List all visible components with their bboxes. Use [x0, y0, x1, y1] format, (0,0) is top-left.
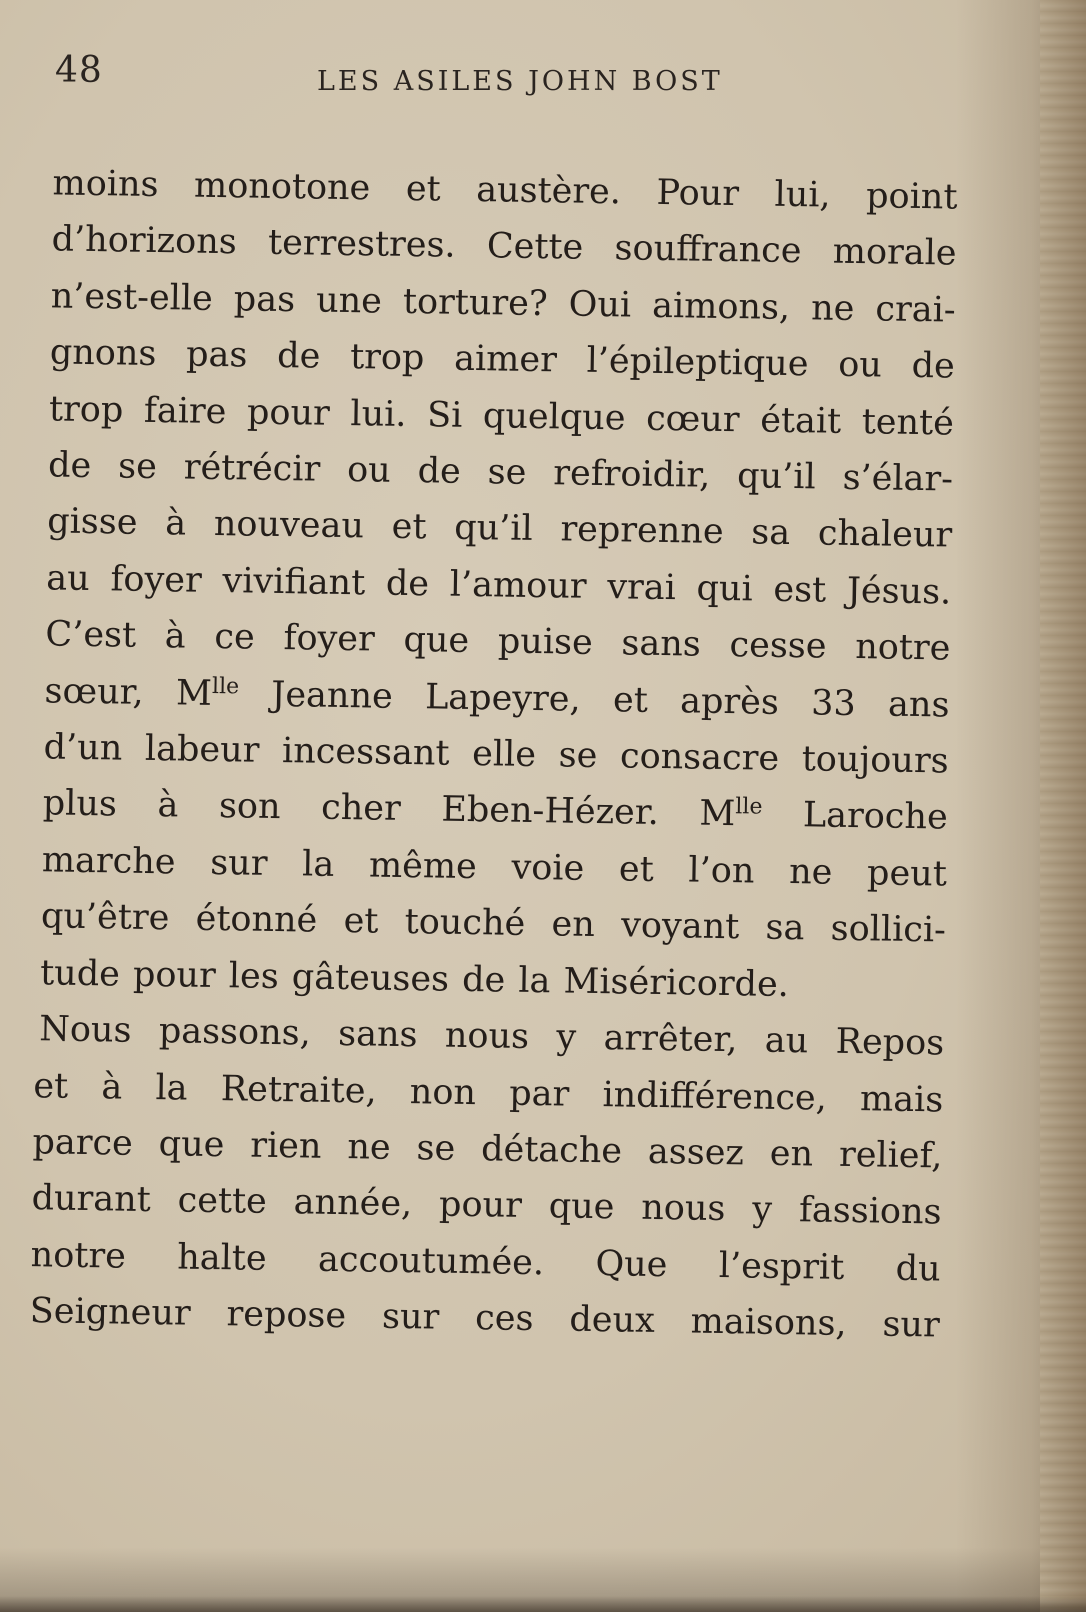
text-fragment: sœur, M — [44, 670, 213, 714]
text-line: d’horizons terrestres. Cette souffrance morale — [51, 219, 957, 275]
superscript: lle — [211, 673, 240, 700]
text-line: C’est à ce foyer que puise sans cesse notre — [45, 614, 951, 669]
page-number: 48 — [55, 50, 103, 91]
text-fragment: Laroche — [762, 795, 949, 838]
text-line: n’est-elle pas une torture? Oui aimons, ne crai- — [50, 276, 956, 331]
text-fragment: plus à son cher Eben-Hézer. M — [42, 783, 736, 835]
text-line: d’un labeur incessant elle se consacre toujours — [43, 727, 949, 782]
text-line: Nous passons, sans nous y arrêter, au Repos — [38, 1009, 945, 1064]
text-line: gnons pas de trop aimer l’épileptique ou de — [49, 332, 956, 387]
paragraph-1 — [21, 155, 958, 621]
text-line: notre halte accoutumée. Que l’esprit du — [30, 1234, 941, 1290]
text-line: qu’être étonné et touché en voyant sa sollici- — [40, 896, 947, 951]
superscript: lle — [735, 794, 763, 821]
text-line: gisse à nouveau et qu’il reprenne sa chaleur — [46, 501, 953, 556]
text-line: au foyer vivifiant de l’amour vrai qui est Jésus. — [46, 558, 952, 613]
page-edge — [1040, 0, 1086, 1612]
text-line: parce que rien ne se détache assez en relief, — [32, 1122, 943, 1177]
text-line: et à la Retraite, non par indifférence, mais — [33, 1065, 944, 1120]
text-line: trop faire pour lui. Si quelque cœur était tenté — [48, 388, 955, 444]
page-header — [55, 50, 955, 110]
text-line: marche sur la même voie et l’on ne peut — [41, 840, 948, 895]
text-line: durant cette année, pour que nous y fassions — [31, 1178, 942, 1233]
text-line: Seigneur repose sur ces deux maisons, sur — [29, 1291, 941, 1346]
running-head: LES ASILES JOHN BOST — [317, 66, 723, 97]
text-line: tude pour les gâteuses de la Miséricorde. — [39, 952, 790, 1005]
paragraph-2 — [15, 606, 951, 1015]
text-line: moins monotone et austère. Pour lui, point — [52, 163, 958, 218]
text-fragment: Jeanne Lapeyre, et après 33 ans — [238, 674, 950, 726]
text-line: de se rétrécir ou de se refroidir, qu’il s’élar- — [47, 445, 954, 500]
body-text — [9, 155, 957, 1354]
page-bottom-shadow — [0, 1596, 1086, 1612]
paragraph-3 — [9, 1001, 944, 1354]
